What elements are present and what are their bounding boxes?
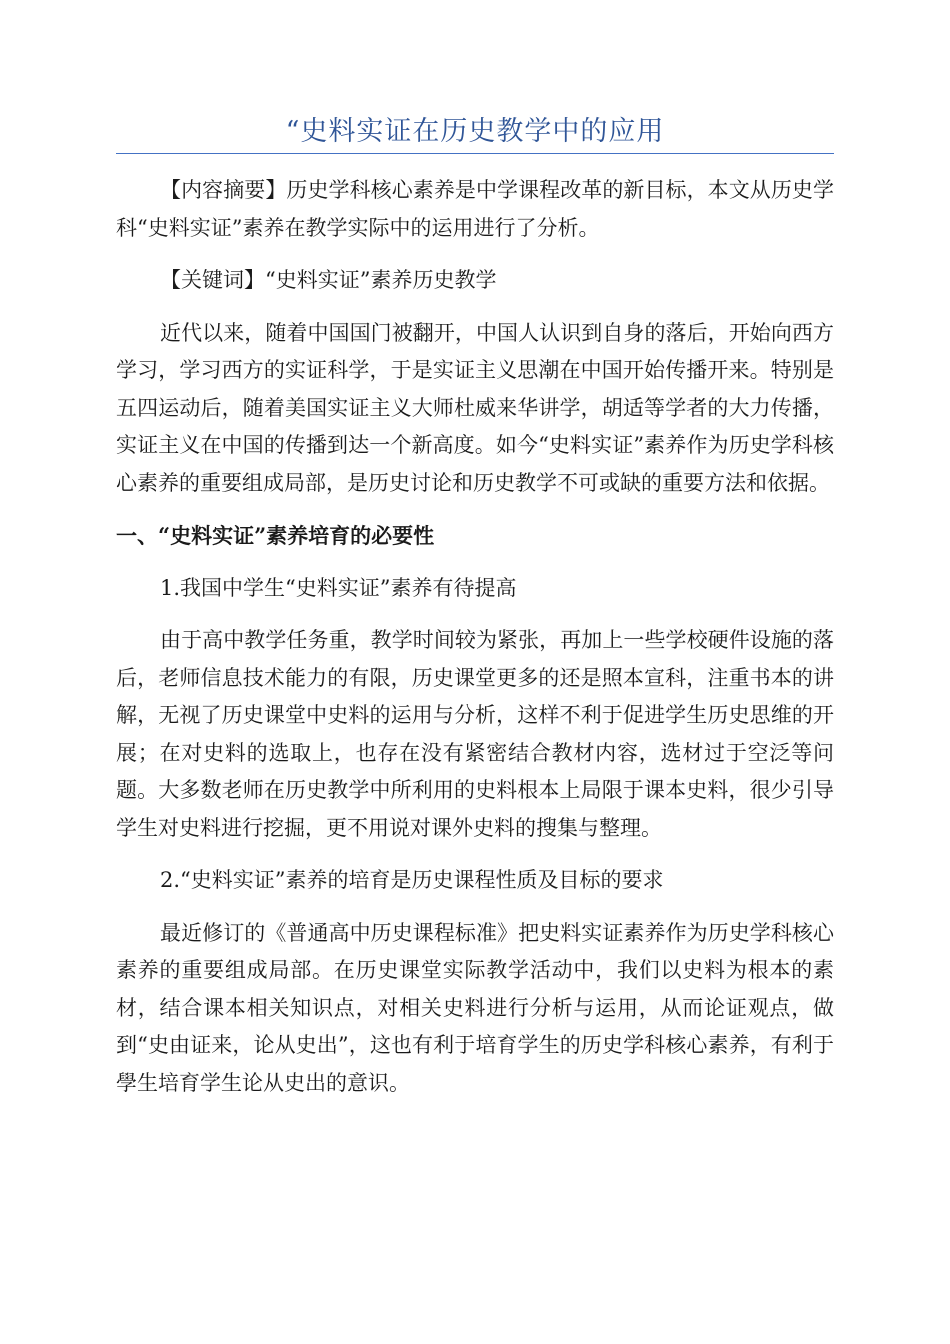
spacer bbox=[116, 502, 834, 517]
subsection-paragraph: 最近修订的《普通高中历史课程标准》把史料实证素养作为历史学科核心素养的重要组成局部。在历史课堂实际教学活动中，我们以史料为根本的素材，结合课本相关知识点，对相关史料进行分析与运用，从而论证观点，做到“史由证来，论从史出”，这也有利于培育学生的历史学科核心素养，有利于學生培育学生论从史出的意识。 bbox=[116, 920, 834, 1095]
spacer bbox=[116, 300, 834, 315]
document-title: “史料实证在历史教学中的应用 bbox=[285, 116, 665, 147]
keywords-paragraph: 【关键词】“史料实证”素养历史教学 bbox=[160, 268, 497, 292]
spacer bbox=[116, 555, 834, 570]
subsection-heading: 1.我国中学生“史料实证”素养有待提高 bbox=[160, 575, 517, 600]
section-heading: 一、“史料实证”素养培育的必要性 bbox=[116, 523, 435, 548]
subsection-paragraph: 由于高中教学任务重，教学时间较为紧张，再加上一些学校硬件设施的落后，老师信息技术能力的有限，历史课堂更多的还是照本宣科，注重书本的讲解，无视了历史课堂中史料的运用与分析，这样不利于促进学生历史思维的开展；在对史料的选取上，也存在没有紧密结合教材内容，选材过于空泛等问题。大多数老师在历史教学中所利用的史料根本上局限于课本史料，很少引导学生对史料进行挖掘，更不用说对课外史料的搜集与整理。 bbox=[116, 628, 834, 840]
spacer bbox=[116, 847, 834, 862]
spacer bbox=[116, 607, 834, 622]
spacer bbox=[116, 247, 834, 262]
subsection-heading: 2.“史料实证”素养的培育是历史课程性质及目标的要求 bbox=[160, 868, 664, 892]
intro-paragraph: 近代以来，随着中国国门被翻开，中国人认识到自身的落后，开始向西方学习，学习西方的实证科学，于是实证主义思潮在中国开始传播开来。特别是五四运动后，随着美国实证主义大师杜威来华讲学，胡适等学者的大力传播，实证主义在中国的传播到达一个新高度。如今“史料实证”素养作为历史学科核心素养的重要组成局部，是历史讨论和历史教学不可或缺的重要方法和依据。 bbox=[116, 320, 834, 495]
title-underline bbox=[116, 153, 834, 154]
document-body bbox=[116, 172, 834, 1102]
abstract-paragraph: 【内容摘要】历史学科核心素养是中学课程改革的新目标，本文从历史学科“史料实证”素养在教学实际中的运用进行了分析。 bbox=[116, 178, 834, 240]
spacer bbox=[116, 900, 834, 915]
